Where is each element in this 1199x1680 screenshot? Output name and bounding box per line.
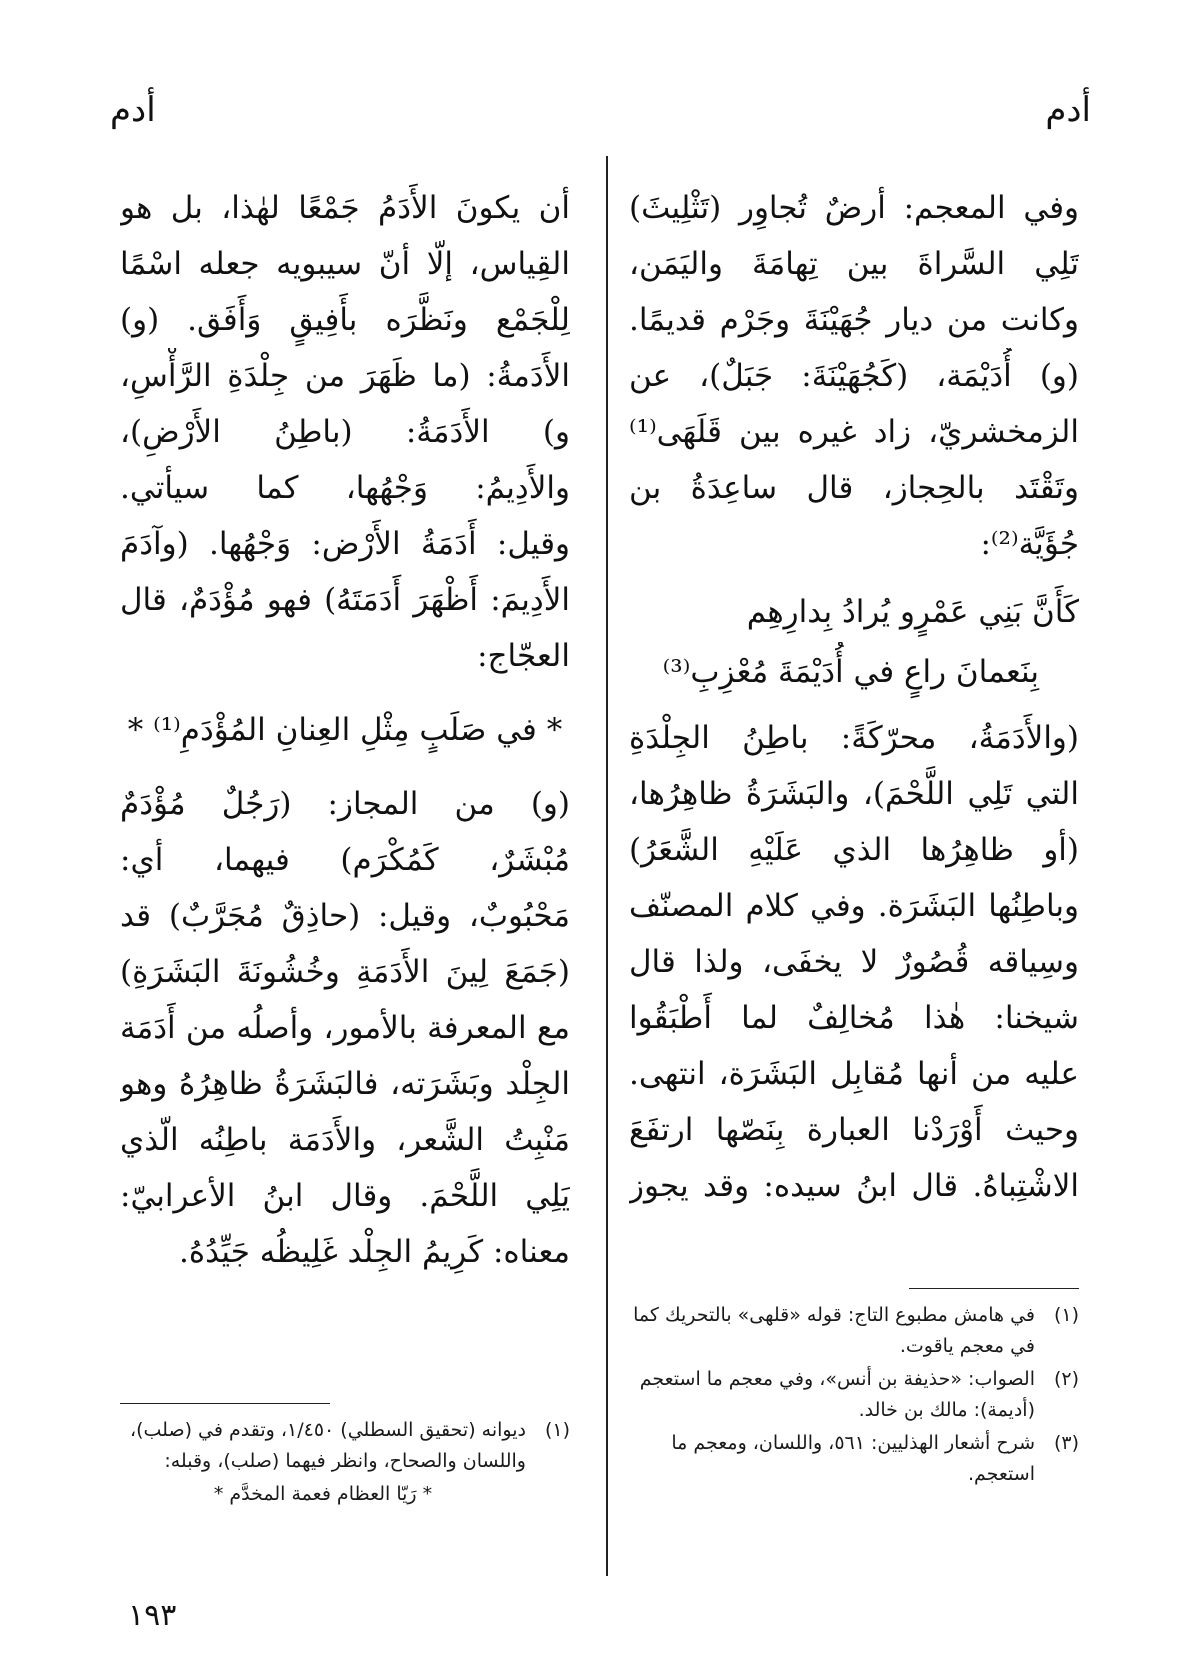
right-column (629, 180, 1079, 1214)
footnotes-right (629, 1300, 1079, 1492)
text-line: مُبْشَرٌ، كَمُكْرَم) فيهما، أي: (120, 842, 570, 878)
text-line: (و) أُدَيْمَة، (كَجُهَيْنَةَ: جَبَلٌ)، عن (629, 358, 1079, 394)
text-line: التي تَلِي اللَّحْمَ)، والبَشَرَةُ ظاهِرُها، (629, 776, 1079, 812)
footnote-item (629, 1300, 1079, 1362)
footnote-verse: * رَيّا العظام فعمة المخدَّم * (213, 1483, 433, 1505)
text-line: (أو ظاهِرُها الذي عَلَيْهِ الشَّعَرُ) (629, 832, 1079, 868)
footnote-text: في هامش مطبوع التاج: قوله «قلهى» بالتحريك كما في معجم ياقوت. (633, 1304, 1035, 1357)
page-number: ١٩٣ (128, 1598, 177, 1633)
text-line: وسِياقه قُصُورٌ لا يخفَى، ولذا قال (629, 944, 1079, 980)
text-line: أن يكونَ الأَدَمُ جَمْعًا لهٰذا، بل هو (120, 190, 570, 226)
text-line: (والأَدَمَةُ، محرّكَةً: باطِنُ الجِلْدَةِ (629, 720, 1079, 756)
verse-line-first: كَأَنَّ بَنِي عَمْرٍو يُرادُ بِدارِهِم (746, 594, 1079, 630)
footnote-item (629, 1428, 1079, 1490)
text-line: الاشْتِباهُ. قال ابنُ سيده: وقد يجوز (629, 1168, 1079, 1204)
text-line: معناه: كَرِيمُ الجِلْد غَلِيظُه جَيِّدُهُ. (179, 1234, 570, 1270)
footnote-text: الصواب: «حذيفة بن أنس»، وفي معجم ما استعجم (أديمة): مالك بن خالد. (639, 1368, 1035, 1421)
left-column (120, 180, 570, 1280)
page-header-left-word: أدم (110, 90, 156, 130)
text-line: وكانت من ديار جُهَيْنَةَ وجَرْم قديمًا. (629, 302, 1079, 338)
footnote-number: (٢) (1053, 1368, 1079, 1390)
text-line: مَحْبُوبٌ، وقيل: (حاذِقٌ مُجَرَّبٌ) قد (120, 898, 570, 934)
footnote-number: (٣) (1053, 1432, 1079, 1454)
footnote-text: شرح أشعار الهذليين: ٥٦١، واللسان، ومعجم ما استعجم. (671, 1432, 1035, 1485)
footnote-number: (١) (1053, 1304, 1079, 1326)
text-line: العجّاج: (477, 638, 570, 674)
text-line: وباطِنُها البَشَرَة. وفي كلام المصنّف (629, 888, 1079, 924)
text-line: يَلِي اللَّحْمَ. وقال ابنُ الأعرابيّ: (120, 1178, 570, 1214)
footnote-separator-left (120, 1403, 330, 1404)
text-line: تَلِي السَّراةَ بين تِهامَةَ واليَمَن، (629, 246, 1079, 282)
footnotes-left (120, 1415, 570, 1510)
text-line: القِياس، إلّا أنّ سيبويه جعله اسْمًا (120, 246, 570, 282)
text-line: و) الأَدَمَةُ: (باطِنُ الأَرْضِ)، (120, 414, 570, 450)
text-line: (جَمَعَ لِينَ الأَدَمَةِ وخُشُونَةَ البَشَرَةِ) (120, 954, 570, 990)
footnote-separator-right (909, 1288, 1079, 1289)
text-line: لِلْجَمْع ونَظَّرَه بأَفِيقٍ وَأَفَق. (و) (120, 302, 570, 338)
column-divider (606, 156, 608, 1576)
footnote-number: (١) (544, 1419, 570, 1441)
text-line: الجِلْد وبَشَرَته، فالبَشَرَةُ ظاهِرُهُ وهو (120, 1066, 570, 1102)
text-line: وتَقْتَد بالحِجاز، قال ساعِدَةُ بن (629, 470, 1079, 506)
footnote-item (120, 1415, 570, 1477)
text-line: الأَدَمةُ: (ما ظَهَرَ من جِلْدَةِ الرَّأْسِ، (120, 358, 570, 394)
footnote-item (629, 1364, 1079, 1426)
centered-verse: * في صَلَبٍ مِثْلِ العِنانِ المُؤْدَمِ⁽¹⁾ * (127, 712, 563, 748)
text-line: شيخنا: هٰذا مُخالِفٌ لما أَطْبَقُوا (629, 1000, 1079, 1036)
text-line: وفي المعجم: أرضٌ تُجاوِر (تَثْلِيثَ) (629, 190, 1079, 226)
text-line: الزمخشريّ، زاد غيره بين قَلَهَى⁽¹⁾ (629, 414, 1079, 450)
text-line: وحيث أَوْرَدْنا العبارة بِنَصّها ارتفَعَ (629, 1112, 1079, 1148)
page-header-right-word: أدم (1045, 90, 1091, 130)
text-line: مع المعرفة بالأمور، وأصلُه من أَدَمَة (120, 1010, 570, 1046)
text-line: جُؤَيَّة⁽²⁾: (980, 526, 1079, 562)
text-line: (و) من المجاز: (رَجُلٌ مُؤْدَمٌ (120, 786, 570, 822)
text-line: وقيل: أَدَمَةُ الأَرْض: وَجْهُها. (وآدَمَ (120, 526, 570, 562)
text-line: الأَدِيمَ: أَظْهَرَ أَدَمَتَهُ) فهو مُؤْدَمٌ، قال (120, 582, 570, 618)
verse-line-second: بِنَعمانَ راعٍ في أُدَيْمَةَ مُعْزِبِ⁽³⁾ (662, 654, 1039, 690)
text-line: عليه من أنها مُقابِل البَشَرَة، انتهى. (629, 1056, 1079, 1092)
text-line: والأَدِيمُ: وَجْهُها، كما سيأتي. (120, 470, 570, 506)
footnote-text: ديوانه (تحقيق السطلي) ١/٤٥٠، وتقدم في (صلب)، واللسان والصحاح، وانظر فيهما (صلب)، وقبله: (129, 1419, 526, 1472)
text-line: مَنْبِتُ الشَّعر، والأَدَمَة باطِنُه الّذي (120, 1122, 570, 1158)
